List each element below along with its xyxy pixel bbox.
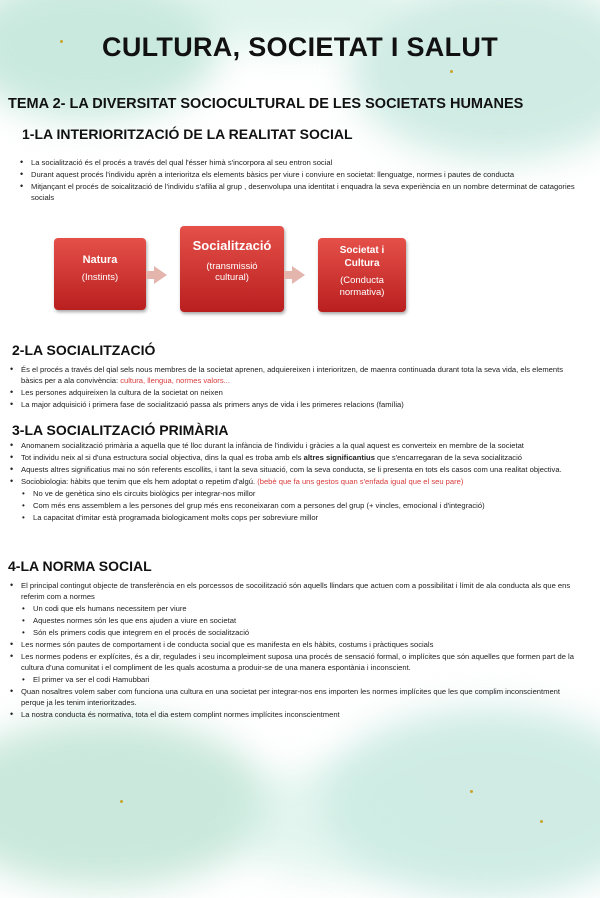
section-3-heading: 3-LA SOCIALITZACIÓ PRIMÀRIA xyxy=(12,422,229,438)
section-4-list xyxy=(8,580,583,721)
list-item xyxy=(8,364,583,386)
arrow-right-icon xyxy=(154,266,167,284)
list-item: • Mitjançant el procés de soicalització de l'individu s'afilia al grup , desenvolupa una identitat i enquadra la seva experiència en un nombre determinat de catagories socials xyxy=(18,181,583,203)
item-text: És el procés a través del qial sels nous membres de la societat aprenen, adquiereixen i interioritzen, de maenra continuada durant tota la seva vida, els elements bàsics per a ala convivència: xyxy=(21,365,563,385)
list-item: • Aquests altres significatius mai no són referents escollits, i tant la seva situació, com la seva conducta, se li presenta en tots els casos com una realitat objectiva. xyxy=(8,464,583,475)
box-subtitle: (transmissió cultural) xyxy=(206,261,258,283)
sub-list-item: • El primer va ser el codi Hamubbari xyxy=(8,674,583,685)
highlight-text: (bebè que fa uns gestos quan s'enfada igual que el seu pare) xyxy=(257,477,464,486)
box-subtitle: (Instints) xyxy=(81,272,119,283)
diagram-box-socialitzacio xyxy=(180,226,284,312)
box-title: Natura xyxy=(82,254,118,266)
list-item xyxy=(8,476,583,487)
box-title: Socialització xyxy=(192,238,272,253)
section-1-list xyxy=(18,157,583,204)
box-subtitle: (Conducta normativa) xyxy=(339,275,385,298)
box-title: Societat i Cultura xyxy=(339,245,385,269)
list-item: • La major adquisició i primera fase de socialització passa als primers anys de vida i les primeres relacions (família) xyxy=(8,399,583,410)
list-item xyxy=(8,452,583,463)
diagram-box-societat xyxy=(318,238,406,312)
item-text: Sociobiologia: hàbits que tenim que els hem adoptat o repetim d'algú. xyxy=(21,477,256,486)
section-2-list xyxy=(8,364,583,411)
list-item: • La socialització és el procés a través del qual l'ésser himà s'incorpora al seu entron social xyxy=(18,157,583,168)
sub-list-item: • Com més ens assemblem a les persones del grup més ens reconeixaran com a persones del grup (+ vincles, emocional i d'integració) xyxy=(8,500,583,511)
sub-list-item: • Són els primers codis que integrem en el procés de socialització xyxy=(8,627,583,638)
sub-list-item: • Aquestes normes són les que ens ajuden a viure en societat xyxy=(8,615,583,626)
page-title: CULTURA, SOCIETAT I SALUT xyxy=(102,32,498,62)
tema-heading: TEMA 2- LA DIVERSITAT SOCIOCULTURAL DE LES SOCIETATS HUMANES xyxy=(8,96,524,112)
list-item: • Les normes són pautes de comportament i de conducta social que es manifesta en els hàbits, costums i pràctiques socials xyxy=(8,639,583,650)
sub-list-item: • Un codi que els humans necessitem per viure xyxy=(8,603,583,614)
arrow-right-icon xyxy=(292,266,305,284)
section-1-heading: 1-LA INTERIORITZACIÓ DE LA REALITAT SOCIAL xyxy=(22,126,353,142)
highlight-text: cultura, llengua, normes valors... xyxy=(120,376,230,385)
bold-text: altres significantius xyxy=(303,453,375,462)
item-text: Tot individu neix al si d'una estructura social objectiva, dins la qual es troba amb els xyxy=(21,453,302,462)
list-item: • Quan nosaltres volem saber com funciona una cultura en una societat per integrar-nos ens importen les normes implícites que les que complim inconscientment perque ja les tenim interioritzades. xyxy=(8,686,583,708)
list-item: • La nostra conducta és normativa, tota el dia estem complint normes implícites inconscientment xyxy=(8,709,583,720)
list-item: • Durant aquest procés l'individu aprèn a interioritza els elements bàsics per viure i conviure en societat: llenguatge, normes i pautes de conducta xyxy=(18,169,583,180)
list-item: • El principal contingut objecte de transferència en els porcessos de socoilització són aquells llindars que actuen com a possibilitat i límit de ala conducta als que ens referim com a normes xyxy=(8,580,583,602)
sub-list-item: • La capacitat d'imitar està programada biologicament molts cops per sobreviure millor xyxy=(8,512,583,523)
sub-list-item: • No ve de genètica sino els circuits biològics per integrar-nos millor xyxy=(8,488,583,499)
section-3-list xyxy=(8,440,583,524)
list-item: • Les normes podens er explícites, és a dir, regulades i seu incompleiment suposa una procés de sensació formal, o implícites que són aquelles que formen part de la cultura d'una comunitat i el compliment de les quals acostuma a produir-se de una manera espontània i inconscient. xyxy=(8,651,583,673)
list-item: • Les persones adquireixen la cultura de la societat on neixen xyxy=(8,387,583,398)
diagram-box-natura xyxy=(54,238,146,310)
section-2-heading: 2-LA SOCIALITZACIÓ xyxy=(12,342,156,358)
section-4-heading: 4-LA NORMA SOCIAL xyxy=(8,558,152,574)
list-item: • Anomanem socialització primària a aquella que té lloc durant la infància de l'individu i gràcies a la qual aquest es converteix en membre de la societat xyxy=(8,440,583,451)
item-text: que s'encarregaran de la seva socialització xyxy=(377,453,523,462)
